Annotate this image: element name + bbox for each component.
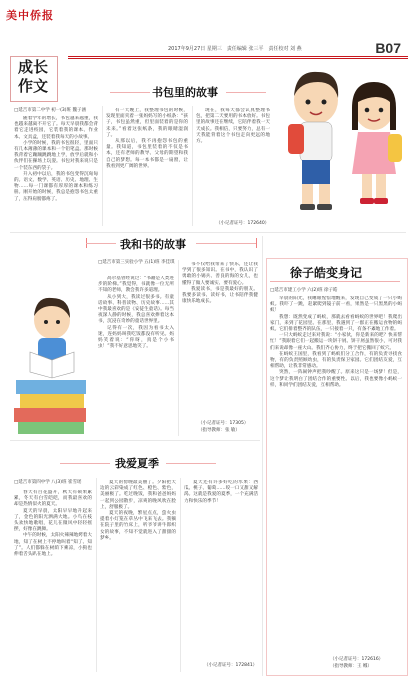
article-paragraph: 在蚂蚁王国里，我看到了蚂蚁们分工合作，有的负责寻找食物，有的负责照顾幼虫，有的负责保卫家园。它们团结友爱，互相帮助，让我非常感动。	[270, 351, 402, 370]
girl-figure	[352, 82, 402, 204]
article-paragraph: 夏天还有许多好吃的水果：西瓜、桃子、葡萄……咬一口又甜又解渴。这就是我爱的夏季，一个充满活力和快乐的季节！	[184, 480, 258, 504]
section-divider	[10, 440, 260, 441]
column-title	[12, 58, 54, 96]
title-decoration	[166, 463, 216, 464]
title-decoration	[270, 281, 400, 282]
reading-boy-illustration	[10, 262, 96, 438]
article-byline: □延吉市建工小学 六(2)班 徐子皓	[270, 288, 338, 293]
article-body-col3	[184, 480, 258, 652]
title-decoration	[86, 243, 116, 244]
article-title: 我和书的故事	[120, 238, 186, 251]
article-editor: （指导教师：张 敏）	[198, 428, 240, 433]
column-divider	[96, 478, 97, 672]
article-title: 书包里的故事	[152, 86, 218, 99]
article-paragraph: 随着学年的增长，书包越来越重，我也越来越离不开它了。每天早晨我都会背着它走进校园，它装着我的课本、作业本、文具盒，还装着我每天的小故事。	[14, 116, 98, 140]
article-body-col1	[14, 116, 98, 224]
article-paragraph: 我爱读书，书是我最好的朋友。我要多读书、读好书，让书陪伴我健康快乐地成长。	[182, 286, 258, 305]
masthead-logo: 美中侨报	[6, 9, 54, 22]
article-paragraph: 现在，我每天都会认真整理书包，把第二天要用的书本放好。书包里的故事还在继续，它陪伴着我一天天成长。我相信，只要努力，总有一天我能背着这个书包走向更远的地方。	[196, 108, 270, 145]
article-editor: （指导教师：王 娜）	[330, 664, 372, 669]
book-stack-1	[16, 380, 86, 394]
column-divider	[180, 478, 181, 672]
article-paragraph: 有一天晚上，我整理书包的时候，发现里面夹着一张妈妈写的小纸条：“孩子，书包虽然重，但里面装着的是你的未来。”看着这张纸条，我的眼睛湿润了。	[106, 108, 188, 138]
book-stack-2	[20, 394, 84, 408]
article-byline: □延吉市第三实验小学 五(1)班 李佳琪	[98, 260, 175, 265]
article-paragraph: 中午的时候，太阳火辣辣地烤着大地，知了在树上不停地叫着“知了、知了”。人们都躲在树荫下乘凉，小狗也伸着舌头趴在地上。	[14, 533, 92, 558]
book-stack-3	[14, 408, 86, 422]
article-body-col1	[14, 490, 92, 668]
article-paragraph: 夏天的早晨，太阳早早地升起来了，金色的阳光洒满大地。小鸟在枝头欢快地歌唱，花儿在微风中轻轻摇摆，好像在跳舞。	[14, 508, 92, 533]
header-meta: 2017年9月27日 星期三 责任编辑 张三平 责任校对 刘 燕	[168, 46, 302, 52]
article-paragraph: 小学的时候，我的书包很轻，里面只有几本薄薄的课本和一个铅笔盒。那时候我背着它蹦蹦跳跳地上学，放学后就和小伙伴们在操场上玩耍。书包对我来说只是一个装东西的袋子。	[14, 140, 98, 171]
article-paragraph: 一只大蚂蚁走过来对我说：“小家伙，你是新来的吧？快来帮忙！”我跟着它们一起搬运一块饼干屑。饼干屑虽然很小，可对我们来说却像一座大山。我们齐心协力，终于把它搬回了蚁穴。	[270, 333, 402, 351]
article-byline: □延吉市第四中学 八(3)班 崔雪瑶	[14, 480, 82, 485]
title-decoration	[226, 92, 266, 93]
article-editor: （小记者证号：172616）	[330, 657, 384, 662]
article-body-col2	[106, 108, 188, 226]
boy-figure	[288, 72, 338, 210]
article-title: 徐子皓变身记	[290, 266, 363, 280]
column-title-line-2: 作文	[17, 77, 48, 95]
article-paragraph: 夏天的傍晚最美丽了。夕阳把天边的云彩染成了红色、橙色、紫色，美丽极了。吃过晚饭，我和爸爸妈妈一起到公园散步，凉爽的晚风吹在脸上，舒服极了。	[100, 480, 176, 510]
article-body-col2	[100, 480, 176, 668]
article-editor: （小记者证号：172841）	[204, 663, 258, 668]
section-divider	[10, 232, 406, 233]
column-divider	[102, 106, 103, 226]
column-divider	[262, 236, 263, 676]
article-body-col3	[196, 108, 270, 218]
article-paragraph: 早晨的阳光，我睡眼惺忪地醒来，发现自己变成了一只小蚂蚁。我吓了一跳，赶紧爬到镜子前一看，果然是一只黑黑的小蚂蚁！	[270, 296, 402, 314]
article-paragraph: 升入初中以后，我的书包变得沉甸甸的。语文、数学、英语、历史、地理、生物……每一门课都有厚厚的课本和练习册。刚开始的时候，我总是抱怨书包太重了，压得肩膀都疼了。	[14, 171, 98, 202]
page-number: B07	[375, 40, 401, 56]
article-body-col1	[98, 276, 174, 434]
title-decoration	[60, 463, 110, 464]
kids-illustration	[278, 56, 410, 226]
column-title-line-1: 成长	[17, 58, 48, 76]
article-paragraph: 突然，一阵闹钟声把我吵醒了。原来这只是一场梦！但是，这个梦让我明白了团结合作的重要性。以后，我也要像小蚂蚁一样，和同学们团结友爱，互相帮助。	[270, 370, 402, 388]
article-body	[270, 296, 402, 654]
article-paragraph: 高尔基曾经说过：“书籍是人类进步的阶梯。”我觉得，书就像一位无所不知的老师，教会我许多道理。	[98, 276, 174, 294]
article-title: 我爱夏季	[115, 457, 159, 470]
title-decoration	[256, 238, 257, 248]
column-divider	[178, 260, 179, 436]
title-decoration	[196, 243, 256, 244]
article-editor: （小记者证号：172640）	[216, 221, 270, 226]
article-editor: （小记者证号：17305）	[198, 421, 249, 426]
article-paragraph: 从那以后，我不再抱怨书包的重量。我知道，书包里装着的不仅是书本，还有老师的教导、父母的期望和我自己的梦想。每一本书都是一扇窗，让我看到更广阔的世界。	[106, 139, 188, 169]
article-paragraph: 我想：既然变成了蚂蚁，那就去看看蚂蚁的世界吧！我爬出家门，来到了花园里。在那里，我遇到了一群正在搬运食物的蚂蚁。它们排着整齐的队伍，一只接着一只，有条不紊地工作着。	[270, 314, 402, 333]
article-paragraph: 从小到大，我读过很多书。有童话故事、科普读物、历史故事……其中我最喜欢的是《安徒生童话》。每当夜深人静的时候，我总喜欢捧着这本书，沉浸在奇妙的童话世界里。	[98, 294, 174, 325]
article-byline: □延吉市第二中学 初一(3)班 魏子涵	[14, 108, 86, 113]
article-body-col2	[182, 262, 258, 416]
article-paragraph: 书不仅给我带来了快乐，还让我学到了很多知识。在书中，我认识了勇敢的小锡兵、善良的海的女儿，也懂得了做人要诚实、要有爱心。	[182, 262, 258, 286]
article-paragraph: 春天有百花盛开，秋天有硕果累累，冬天有白雪皑皑，而我最喜欢的却是热情似火的夏天。	[14, 490, 92, 508]
article-paragraph: 记得有一次，我因为看书太入迷，连妈妈叫我吃饭都没有听见。妈妈笑着说：“你呀，真是个小书虫！”我不好意思地笑了。	[98, 325, 174, 350]
column-divider	[192, 106, 193, 226]
article-paragraph: 夏天的夜晚，繁星点点，萤火虫提着小灯笼在草丛中飞来飞去。我躺在院子里的竹床上，听爷爷讲牛郎织女的故事，不知不觉就进入了甜甜的梦乡。	[100, 511, 176, 541]
title-decoration	[110, 92, 150, 93]
book-stack-4	[18, 422, 84, 434]
